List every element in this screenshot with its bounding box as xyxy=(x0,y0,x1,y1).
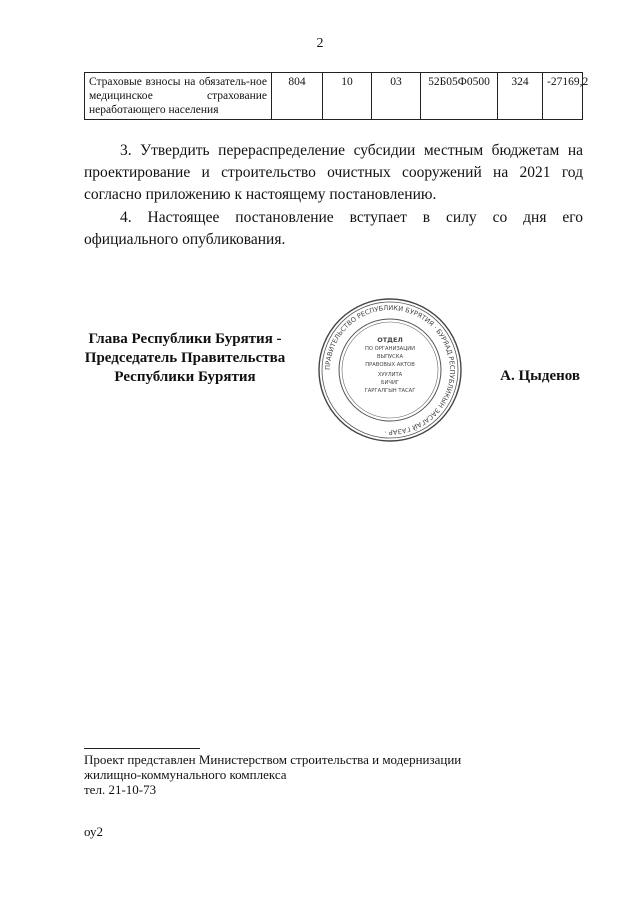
footnote-line: Проект представлен Министерством строительства и модернизации xyxy=(84,752,462,767)
signer-title-line: Глава Республики Бурятия - xyxy=(88,331,282,347)
table-cell-expense-type: 324 xyxy=(498,73,543,120)
footnote xyxy=(84,752,504,797)
signer-title-line: Председатель Правительства xyxy=(84,350,286,366)
paragraph-3: 3. Утвердить перераспределение субсидии местным бюджетам на проектирование и строительство очистных сооружений на 2021 год согласно приложению к настоящему постановлению. xyxy=(84,142,583,203)
stamp-inner-line: ГАРГАЛГЫН ТАСАГ xyxy=(364,388,416,394)
footnote-divider xyxy=(84,748,200,749)
budget-table xyxy=(84,72,589,120)
signer-title xyxy=(60,330,310,387)
page-number: 2 xyxy=(316,36,324,51)
stamp-inner-line: ПО ОРГАНИЗАЦИИ xyxy=(364,346,416,352)
footnote-line: жилищно-коммунального комплекса xyxy=(84,767,287,782)
footnote-line: тел. 21-10-73 xyxy=(84,782,157,797)
table-cell-section: 10 xyxy=(323,73,372,120)
document-code: оу2 xyxy=(84,824,104,839)
table-cell-description: Страховые взносы на обязатель-ное медицинское страхование неработающего населения xyxy=(85,73,272,120)
stamp-inner-line: ПРАВОВЫХ АКТОВ xyxy=(365,362,415,368)
table-cell-amount: -27169,2 xyxy=(543,73,583,120)
signer-name: А. Цыденов xyxy=(500,368,580,384)
stamp-inner-line: БИЧИГ xyxy=(380,380,400,386)
signer-title-line: Республики Бурятия xyxy=(114,369,256,385)
paragraph-4: 4. Настоящее постановление вступает в силу со дня его официального опубликования. xyxy=(84,209,583,248)
stamp-inner-line: ХУУЛИТА xyxy=(377,372,403,378)
table-cell-subsection: 03 xyxy=(372,73,421,120)
stamp-outer-text: ПРАВИТЕЛЬСТВО РЕСПУБЛИКИ БУРЯТИЯ · БУРЯАД РЕСПУБЛИКЫН ЗАСАГАЙ ГАЗАР · xyxy=(323,303,457,437)
table-row xyxy=(85,73,583,120)
table-cell-ministry-code: 804 xyxy=(272,73,323,120)
stamp-inner-line: ОТДЕЛ xyxy=(377,336,403,344)
official-seal-stamp xyxy=(316,296,464,444)
table-cell-target-article: 52Б05Ф0500 xyxy=(421,73,498,120)
stamp-inner-line: ВЫПУСКА xyxy=(376,354,404,360)
